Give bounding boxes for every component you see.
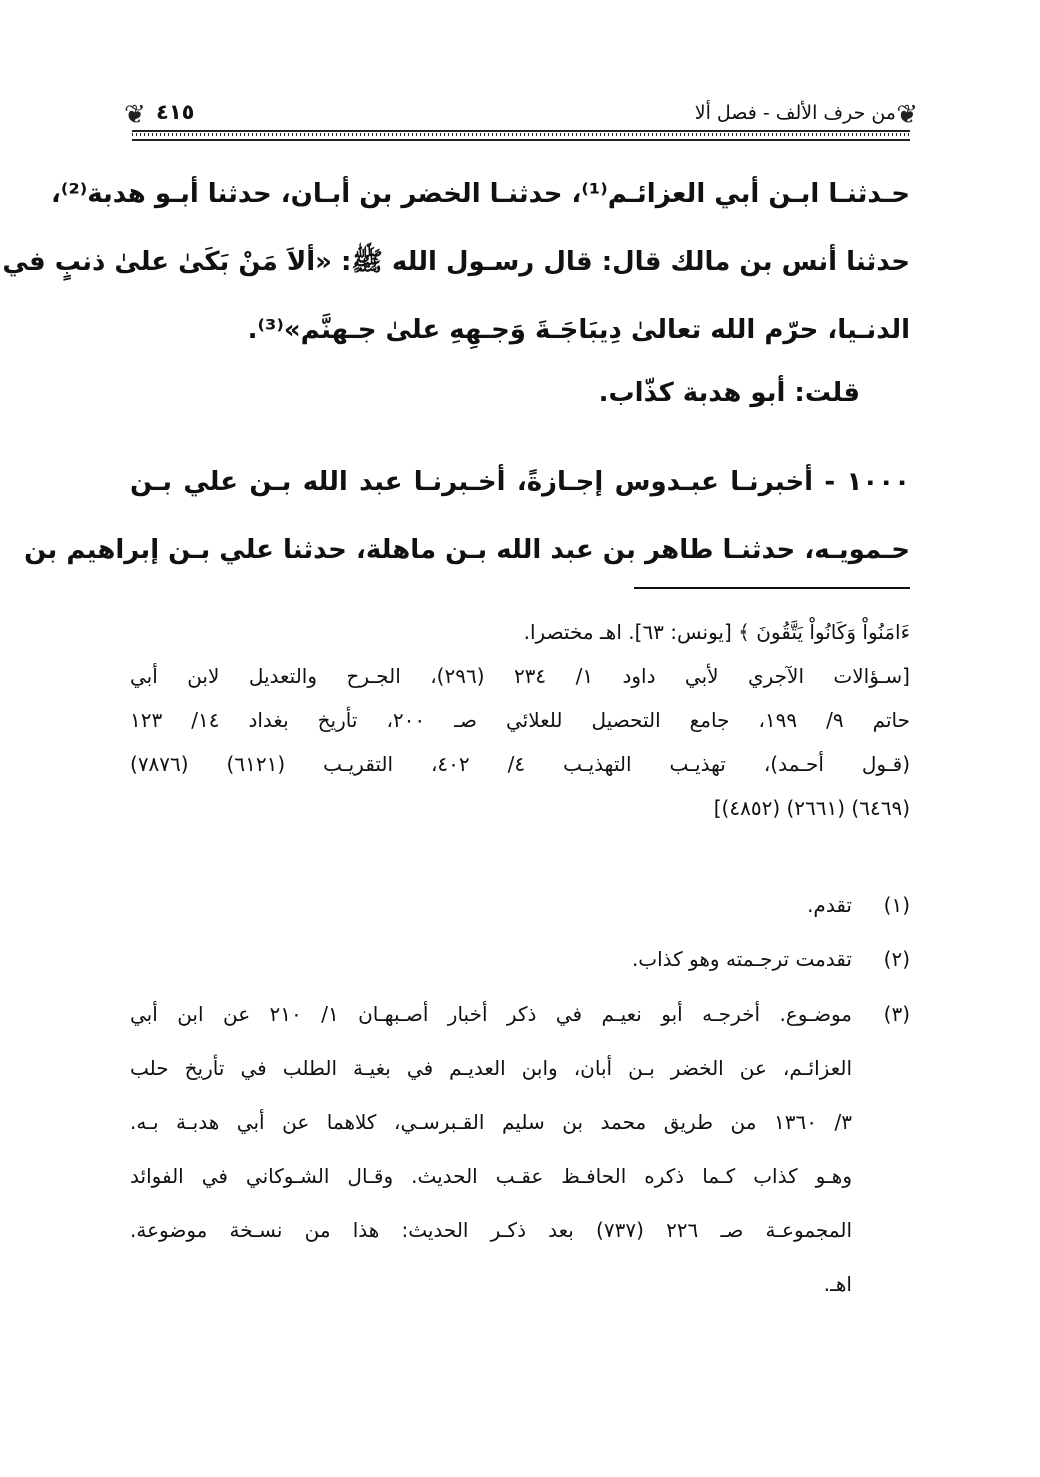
- footnote-line: اهـ.: [823, 1272, 852, 1296]
- footnote-line: [سـؤالات الآجري لأبي داود ١/ ٢٣٤ (٢٩٦)، الجـرح والتعديل لابن أبي: [130, 664, 910, 688]
- header-rule: [132, 130, 910, 141]
- narrator-note: قلت: أبو هدبة كذّاب.: [598, 378, 860, 408]
- text-line: حـدثنـا ابـن أبي العزائـم⁽¹⁾، حدثنـا الخضر بن أبـان، حدثنا أبـو هدبة⁽²⁾،: [51, 179, 910, 209]
- footnote-line: ءَامَنُواْ وَكَانُواْ يَتَّقُونَ ﴾ [يونس: ٦٣]. اهـ مختصرا.: [523, 620, 910, 644]
- footnote-number: (١): [883, 893, 910, 917]
- text-line: الدنـيا، حرّم الله تعالىٰ دِيبَاجَـةَ وَجـهِهِ علىٰ جـهنَّم»⁽³⁾.: [247, 315, 910, 345]
- footnote-line: المجموعـة صـ ٢٢٦ (٧٣٧) بعد ذكـر الحديث: هذا من نسـخة موضوعة.: [130, 1218, 853, 1242]
- header-title: من حرف الألف - فصل ألا: [694, 102, 896, 124]
- footnote-number: (٣): [883, 1002, 910, 1026]
- main-text: [2, 160, 910, 364]
- footnote-line: تقدم.: [807, 893, 852, 917]
- ornament-right-icon: ❦: [896, 100, 918, 130]
- footnote-item: [130, 937, 910, 981]
- footnote-item: [130, 883, 910, 927]
- footnote-line: حاتم ٩/ ١٩٩، جامع التحصيل للعلائي صـ ٢٠٠، تأريخ بغداد ١٤/ ١٢٣: [130, 708, 910, 732]
- footnote-line: موضـوع. أخرجـه أبو نعيـم في ذكر أخبار أصـبهـان ١/ ٢١٠ عن ابن أبي: [130, 1002, 852, 1026]
- page-number: ٤١٥: [156, 100, 195, 124]
- footnote-separator: [634, 587, 910, 589]
- footnote-line: (٦٤٦٩) (٢٦٦١) (٤٨٥٢)]: [713, 796, 910, 820]
- text-line: حـمويـه، حدثنـا طاهر بن عبد الله بـن ماهلة، حدثنا علي بـن إبراهيم بن: [24, 535, 910, 565]
- footnote-line: تقدمت ترجـمته وهو كذاب.: [631, 947, 852, 971]
- footnote-line: (قـول أحـمد)، تهذيـب التهذيـب ٤/ ٤٠٢، التقريـب (٦١٢١) (٧٨٧٦): [130, 752, 910, 776]
- footnote-continuation: [130, 610, 910, 830]
- footnote-line: وهـو كذاب كـما ذكره الحافـظ عقـب الحديث. وقـال الشـوكاني في الفوائد: [130, 1164, 852, 1188]
- footnote-line: العزائـم، عن الخضر بـن أبان، وابن العديـم في بغيـة الطلب في تأريخ حلب: [130, 1056, 852, 1080]
- text-line: حدثنا أنس بن مالك قال: قال رسـول الله ﷺ: «ألاَ مَنْ بَكَىٰ علىٰ ذنبٍ في: [2, 247, 910, 277]
- footnote-item: [130, 992, 910, 1316]
- text-line: ١٠٠٠ - أخبرنـا عبـدوس إجـازةً، أخـبرنـا عبد الله بـن علي بـن: [130, 467, 910, 497]
- ornament-left-icon: ❦: [124, 100, 146, 130]
- footnote-number: (٢): [883, 947, 910, 971]
- page-header: [124, 96, 918, 142]
- footnote-line: ٣/ ١٣٦٠ من طريق محمد بن سليم القـبرسـي، كلاهما عن أبي هدبـة بـه.: [130, 1110, 852, 1134]
- entry-text: [24, 448, 910, 584]
